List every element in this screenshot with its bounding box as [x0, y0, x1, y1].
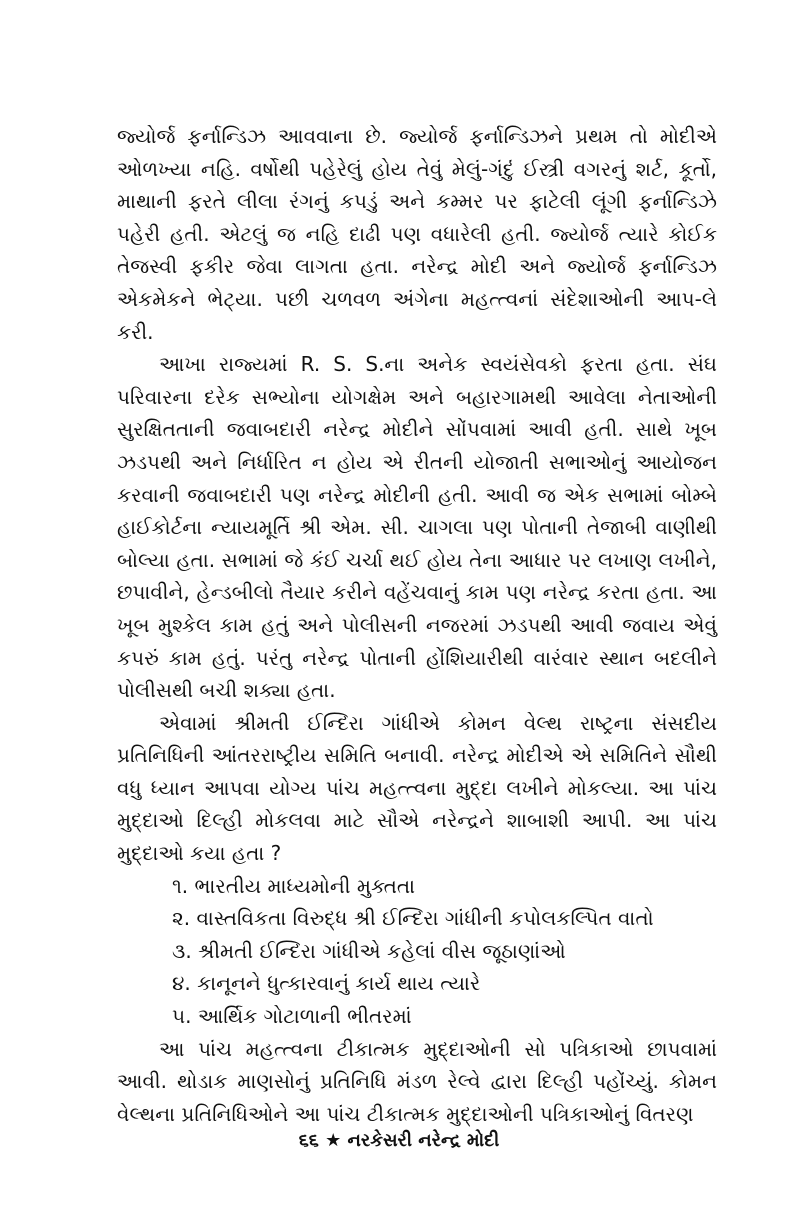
paragraph-george-fernandes: જ્યોર્જ ફર્નાન્ડિઝ આવવાના છે. જ્યોર્જ ફર્નાન્ડિઝને પ્રથમ તો મોદીએ ઓળખ્યા નહિ. વર્ષોથી પહેરેલું હોય તેવું મેલું-ગંદું ઈસ્ત્રી વગરનું શર્ટ, કૂર્તો, માથાની ફરતે લીલા રંગનું કપડું અને કમ્મર પર ફાટેલી લૂંગી ફર્નાન્ડિઝે પહેરી હતી. એટલું જ નહિ દાઢી પણ વધારેલી હતી. જ્યોર્જ ત્યારે કોઈક તેજસ્વી ફકીર જેવા લાગતા હતા. નરેન્દ્ર મોદી અને જ્યોર્જ ફર્નાન્ડિઝ એકમેકને ભેટ્યા. પછી ચળવળ અંગેના મહત્ત્વનાં સંદેશાઓની આપ-લે કરી. — [117, 124, 717, 344]
list-item: ૫. આર્થિક ગોટાળાની ભીતરમાં — [172, 1004, 412, 1029]
five-points-list — [117, 870, 717, 1033]
paragraph-commonwealth-committee: એવામાં શ્રીમતી ઈન્દિરા ગાંધીએ કોમન વેલ્થ રાષ્ટ્રના સંસદીય પ્રતિનિધિની આંતરરાષ્ટ્રીય સમિતિ બનાવી. નરેન્દ્ર મોદીએ એ સમિતિને સૌથી વધુ ધ્યાન આપવા યોગ્ય પાંચ મહત્ત્વના મુદ્દા લખીને મોકલ્યા. આ પાંચ મુદ્દાઓ દિલ્હી મોકલવા માટે સૌએ નરેન્દ્રને શાબાશી આપી. આ પાંચ મુદ્દાઓ કયા હતા ? — [117, 710, 717, 866]
page-footer: ૬૬ ★ નરકેસરી નરેન્દ્ર મોદી — [298, 1130, 500, 1151]
list-item: ૨. વાસ્તવિકતા વિરુદ્ધ શ્રી ઈન્દિરા ગાંધીની કપોલકલ્પિત વાતો — [172, 906, 654, 931]
list-item: ૧. ભારતીય માધ્યમોની મુક્તતા — [172, 873, 416, 898]
list-item: ૪. કાનૂનને ધુત્કારવાનું કાર્ય થાય ત્યારે — [172, 971, 481, 996]
list-item: ૩. શ્રીમતી ઈન્દિરા ગાંધીએ કહેલાં વીસ જૂઠાણાંઓ — [172, 938, 566, 963]
paragraph-rss-volunteers: આખા રાજ્યમાં R. S. S.ના અનેક સ્વયંસેવકો ફરતા હતા. સંઘ પરિવારના દરેક સભ્યોના યોગક્ષેમ અને બહારગામથી આવેલા નેતાઓની સુરક્ષિતતાની જવાબદારી નરેન્દ્ર મોદીને સોંપવામાં આવી હતી. સાથે ખૂબ ઝડપથી અને નિર્ધારિત ન હોય એ રીતની યોજાતી સભાઓનું આયોજન કરવાની જવાબદારી પણ નરેન્દ્ર મોદીની હતી. આવી જ એક સભામાં બોમ્બે હાઈકોર્ટના ન્યાયમૂર્તિ શ્રી એમ. સી. ચાગલા પણ પોતાની તેજાબી વાણીથી બોલ્યા હતા. સભામાં જે કંઈ ચર્ચા થઈ હોય તેના આધાર પર લખાણ લખીને, છપાવીને, હેન્ડબીલો તૈયાર કરીને વહેંચવાનું કામ પણ નરેન્દ્ર કરતા હતા. આ ખૂબ મુશ્કેલ કામ હતું અને પોલીસની નજરમાં ઝડપથી આવી જવાય એવું કપરું કામ હતું. પરંતુ નરેન્દ્ર પોતાની હોંશિયારીથી વારંવાર સ્થાન બદલીને પોલીસથી બચી શક્યા હતા. — [117, 352, 717, 703]
paragraph-pamphlets: આ પાંચ મહત્ત્વના ટીકાત્મક મુદ્દાઓની સો પત્રિકાઓ છાપવામાં આવી. થોડાક માણસોનું પ્રતિનિધિ મંડળ રેલ્વે દ્વારા દિલ્હી પહોંચ્યું. કોમન વેલ્થના પ્રતિનિધિઓને આ પાંચ ટીકાત્મક મુદ્દાઓની પત્રિકાઓનું વિતરણ — [117, 1036, 717, 1126]
page-body — [117, 120, 717, 1130]
